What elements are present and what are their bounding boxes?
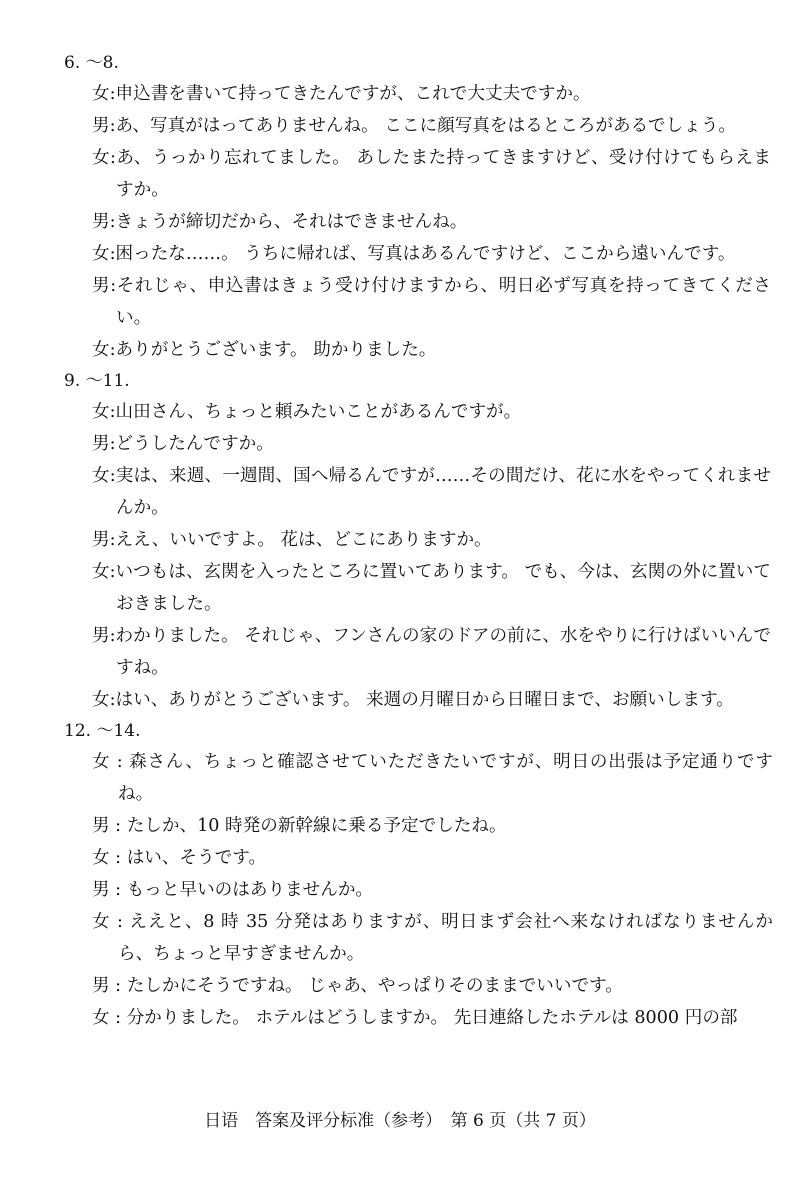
dialogue-line: 女:実は、来週、一週間、国へ帰るんですが……その間だけ、花に水をやってくれませんか。 xyxy=(92,466,771,518)
dialogue-line: 男:それじゃ、申込書はきょう受け付けますから、明日必ず写真を持ってきてください。 xyxy=(92,276,771,328)
dialogue-section-12-14 xyxy=(0,716,800,1034)
section-heading: 12. ～14. xyxy=(64,721,141,741)
dialogue-line: 男 : たしかにそうですね。 じゃあ、やっぱりそのままでいいです。 xyxy=(92,976,623,996)
document-body xyxy=(0,48,800,1034)
dialogue-line: 男:きょうが締切だから、それはできませんね。 xyxy=(92,212,468,232)
section-heading: 9. ～11. xyxy=(64,371,130,391)
dialogue-line: 男:わかりました。 それじゃ、フンさんの家のドアの前に、水をやりに行けばいいんですね。 xyxy=(92,626,771,678)
dialogue-line: 女:山田さん、ちょっと頼みたいことがあるんですが。 xyxy=(92,402,522,422)
page-footer: 日语 答案及评分标准（参考） 第 6 页（共 7 页） xyxy=(204,1111,596,1131)
dialogue-line: 男:あ、写真がはってありませんね。 ここに顔写真をはるところがあるでしょう。 xyxy=(92,116,737,136)
dialogue-line: 男 : もっと早いのはありませんか。 xyxy=(92,880,374,900)
section-heading: 6. ～8. xyxy=(64,53,119,73)
dialogue-line: 男:ええ、いいですよ。 花は、どこにありますか。 xyxy=(92,530,492,550)
dialogue-line: 女 : ええと、8 時 35 分発はありますが、明日まず会社へ来なければなりませんから、ちょっと早すぎませんか。 xyxy=(92,912,773,964)
dialogue-line: 女 : 分かりました。 ホテルはどうしますか。 先日連絡したホテルは 8000 円の部 xyxy=(92,1008,738,1028)
dialogue-line: 女 : はい、そうです。 xyxy=(92,848,267,868)
dialogue-line: 男:どうしたんですか。 xyxy=(92,434,274,454)
dialogue-line: 女:いつもは、玄関を入ったところに置いてあります。 でも、今は、玄関の外に置いておきました。 xyxy=(92,562,771,614)
dialogue-line: 女:あ、うっかり忘れてました。 あしたまた持ってきますけど、受け付けてもらえますか。 xyxy=(92,148,771,200)
dialogue-line: 女:申込書を書いて持ってきたんですが、これで大丈夫ですか。 xyxy=(92,84,591,104)
dialogue-line: 女 : 森さん、ちょっと確認させていただきたいですが、明日の出張は予定通りですね。 xyxy=(92,752,773,804)
dialogue-line: 女:困ったな……。 うちに帰れば、写真はあるんですけど、ここから遠いんです。 xyxy=(92,244,736,264)
dialogue-section-9-11 xyxy=(0,366,800,716)
dialogue-line: 男 : たしか、10 時発の新幹線に乗る予定でしたね。 xyxy=(92,816,507,836)
dialogue-section-6-8 xyxy=(0,48,800,366)
dialogue-line: 女:ありがとうございます。 助かりました。 xyxy=(92,340,437,360)
dialogue-line: 女:はい、ありがとうございます。 来週の月曜日から日曜日まで、お願いします。 xyxy=(92,690,734,710)
